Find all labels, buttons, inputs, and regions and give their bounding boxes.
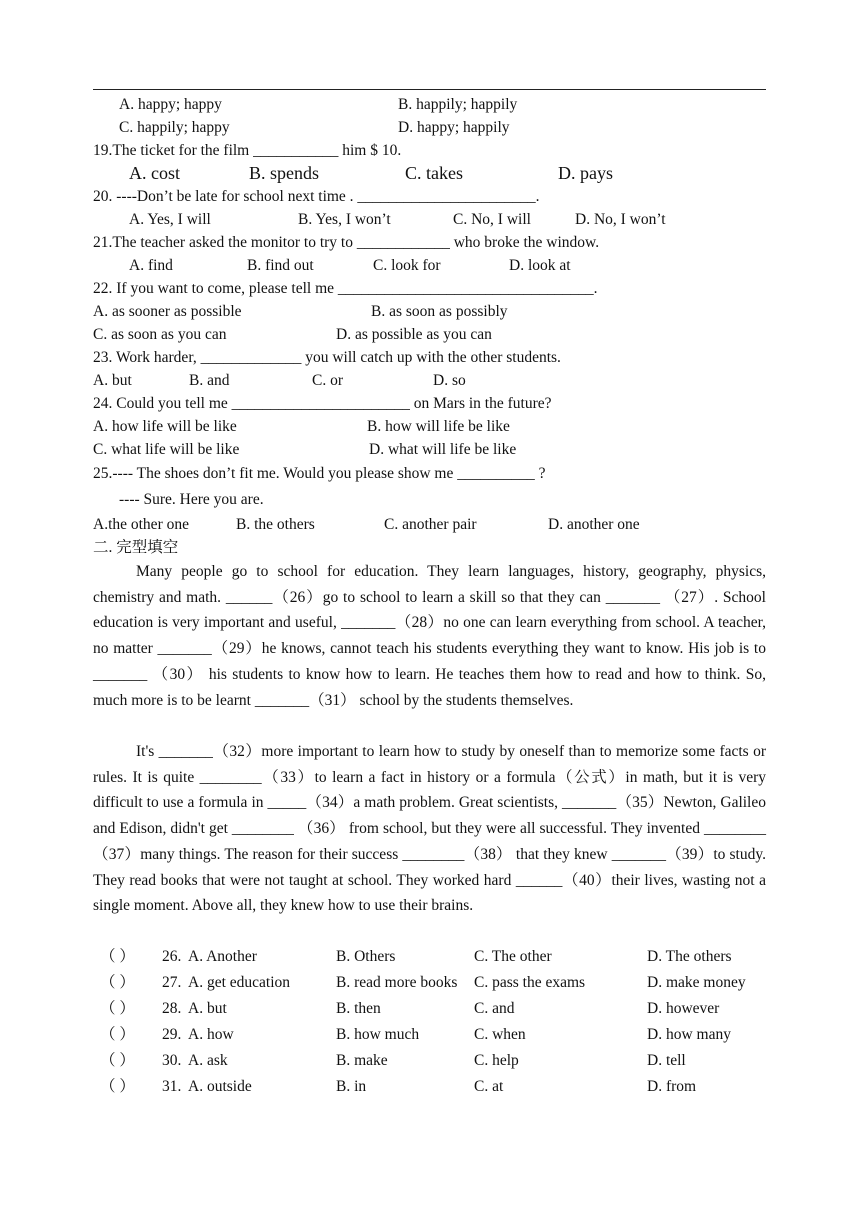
q20-stem: 20. ----Don’t be late for school next time . _______________________. <box>93 188 540 205</box>
q23-option-d: D. so <box>433 372 466 389</box>
q20-option-a: A. Yes, I will <box>129 211 211 228</box>
q18-option-c: C. happily; happy <box>119 119 230 136</box>
q24-stem: 24. Could you tell me _______________________ on Mars in the future? <box>93 395 552 412</box>
question-number: 29. <box>162 1026 182 1043</box>
q24-option-a: A. how life will be like <box>93 418 237 435</box>
question-number: 27. <box>162 974 182 991</box>
question-number: 26. <box>162 948 182 965</box>
choice-b: B. make <box>336 1052 388 1069</box>
q18-option-b: B. happily; happily <box>398 96 518 113</box>
q18-option-d: D. happy; happily <box>398 119 510 136</box>
choice-c: C. at <box>474 1078 504 1095</box>
q24-option-d: D. what will life be like <box>369 441 517 458</box>
choice-c: C. pass the exams <box>474 974 586 991</box>
q23-stem: 23. Work harder, _____________ you will catch up with the other students. <box>93 349 561 366</box>
q21-option-d: D. look at <box>509 257 571 274</box>
question-number: 31. <box>162 1078 182 1095</box>
choice-a: A. how <box>188 1026 234 1043</box>
choice-b: B. Others <box>336 948 396 965</box>
q21-option-a: A. find <box>129 257 173 274</box>
choice-b: B. in <box>336 1078 367 1095</box>
passage-paragraph-2 <box>93 739 766 919</box>
choice-c: C. help <box>474 1052 519 1069</box>
q20-option-b: B. Yes, I won’t <box>298 211 391 228</box>
choice-b: B. then <box>336 1000 381 1017</box>
q22-option-a: A. as sooner as possible <box>93 303 242 320</box>
q21-option-c: C. look for <box>373 257 441 274</box>
passage-paragraph-2-text: It's _______（32）more important to learn how to study by oneself than to memorize some facts or rules. It is quite ________（33）to learn a fact in history or a formula（公式）in math, but it is very difficult to use a formula in _____（34）a math problem. Great scientists, _______（35）Newton, Galileo and Edison, didn't get ________ （36） from school, but they were all successful. They invented ________（37）many things. The reason for their success ________（38） that they knew _______（39）to study. They read books that were not taught at school. They worked hard ______（40）their lives, wasting not a single moment. Above all, they knew how to use their brains. <box>93 743 766 915</box>
q25-option-b: B. the others <box>236 516 315 533</box>
q25-option-c: C. another pair <box>384 516 477 533</box>
choice-a: A. outside <box>188 1078 252 1095</box>
q19-option-d: D. pays <box>558 163 613 183</box>
passage-paragraph-1 <box>93 559 766 713</box>
section-heading: 二. 完型填空 <box>93 539 179 556</box>
choice-a: A. Another <box>188 948 257 965</box>
header-rule <box>93 89 766 90</box>
q24-option-c: C. what life will be like <box>93 441 240 458</box>
choice-d: D. The others <box>647 948 732 965</box>
choice-c: C. and <box>474 1000 515 1017</box>
answer-bracket: （ ） <box>100 948 135 965</box>
q24-option-b: B. how will life be like <box>367 418 510 435</box>
choice-b: B. how much <box>336 1026 420 1043</box>
q19-option-c: C. takes <box>405 163 463 183</box>
choice-d: D. make money <box>647 974 746 991</box>
q22-option-d: D. as possible as you can <box>336 326 492 343</box>
answer-bracket: （ ） <box>100 1078 135 1095</box>
q22-option-b: B. as soon as possibly <box>371 303 508 320</box>
choice-d: D. from <box>647 1078 697 1095</box>
answer-bracket: （ ） <box>100 1052 135 1069</box>
choice-a: A. get education <box>188 974 291 991</box>
q19-option-b: B. spends <box>249 163 320 183</box>
choice-d: D. how many <box>647 1026 731 1043</box>
answer-bracket: （ ） <box>100 974 135 991</box>
q25-option-a: A.the other one <box>93 516 189 533</box>
q22-stem: 22. If you want to come, please tell me _________________________________. <box>93 280 598 297</box>
choice-a: A. ask <box>188 1052 228 1069</box>
choice-b: B. read more books <box>336 974 458 991</box>
q21-stem: 21.The teacher asked the monitor to try to ____________ who broke the window. <box>93 234 600 251</box>
q19-stem: 19.The ticket for the film ___________ him $ 10. <box>93 142 402 159</box>
q23-option-b: B. and <box>189 372 230 389</box>
q23-option-c: C. or <box>312 372 343 389</box>
q19-option-a: A. cost <box>129 163 180 183</box>
choice-d: D. however <box>647 1000 720 1017</box>
q23-option-a: A. but <box>93 372 132 389</box>
q22-option-c: C. as soon as you can <box>93 326 227 343</box>
q25-stem: 25.---- The shoes don’t fit me. Would you please show me __________ ? <box>93 465 546 482</box>
passage-paragraph-1-text: Many people go to school for education. They learn languages, history, geography, physics, chemistry and math. ______（26）go to school to learn a skill so that they can _______ （27）. School education is very important and useful, _______（28）no one can learn everything from school. A teacher, no matter _______（29）he knows, cannot teach his students everything they want to know. His job is to _______ （30） his students to know how to learn. He teaches them how to read and how to think. So, much more is to be learnt _______（31） school by the students themselves. <box>93 563 766 709</box>
q25-option-d: D. another one <box>548 516 640 533</box>
choice-d: D. tell <box>647 1052 686 1069</box>
question-number: 28. <box>162 1000 182 1017</box>
q18-option-a: A. happy; happy <box>119 96 222 113</box>
q20-option-c: C. No, I will <box>453 211 531 228</box>
q20-option-d: D. No, I won’t <box>575 211 666 228</box>
answer-bracket: （ ） <box>100 1026 135 1043</box>
question-number: 30. <box>162 1052 182 1069</box>
choice-a: A. but <box>188 1000 227 1017</box>
choice-c: C. when <box>474 1026 526 1043</box>
q21-option-b: B. find out <box>247 257 314 274</box>
answer-bracket: （ ） <box>100 1000 135 1017</box>
q25-reply: ---- Sure. Here you are. <box>119 491 264 508</box>
choice-c: C. The other <box>474 948 552 965</box>
